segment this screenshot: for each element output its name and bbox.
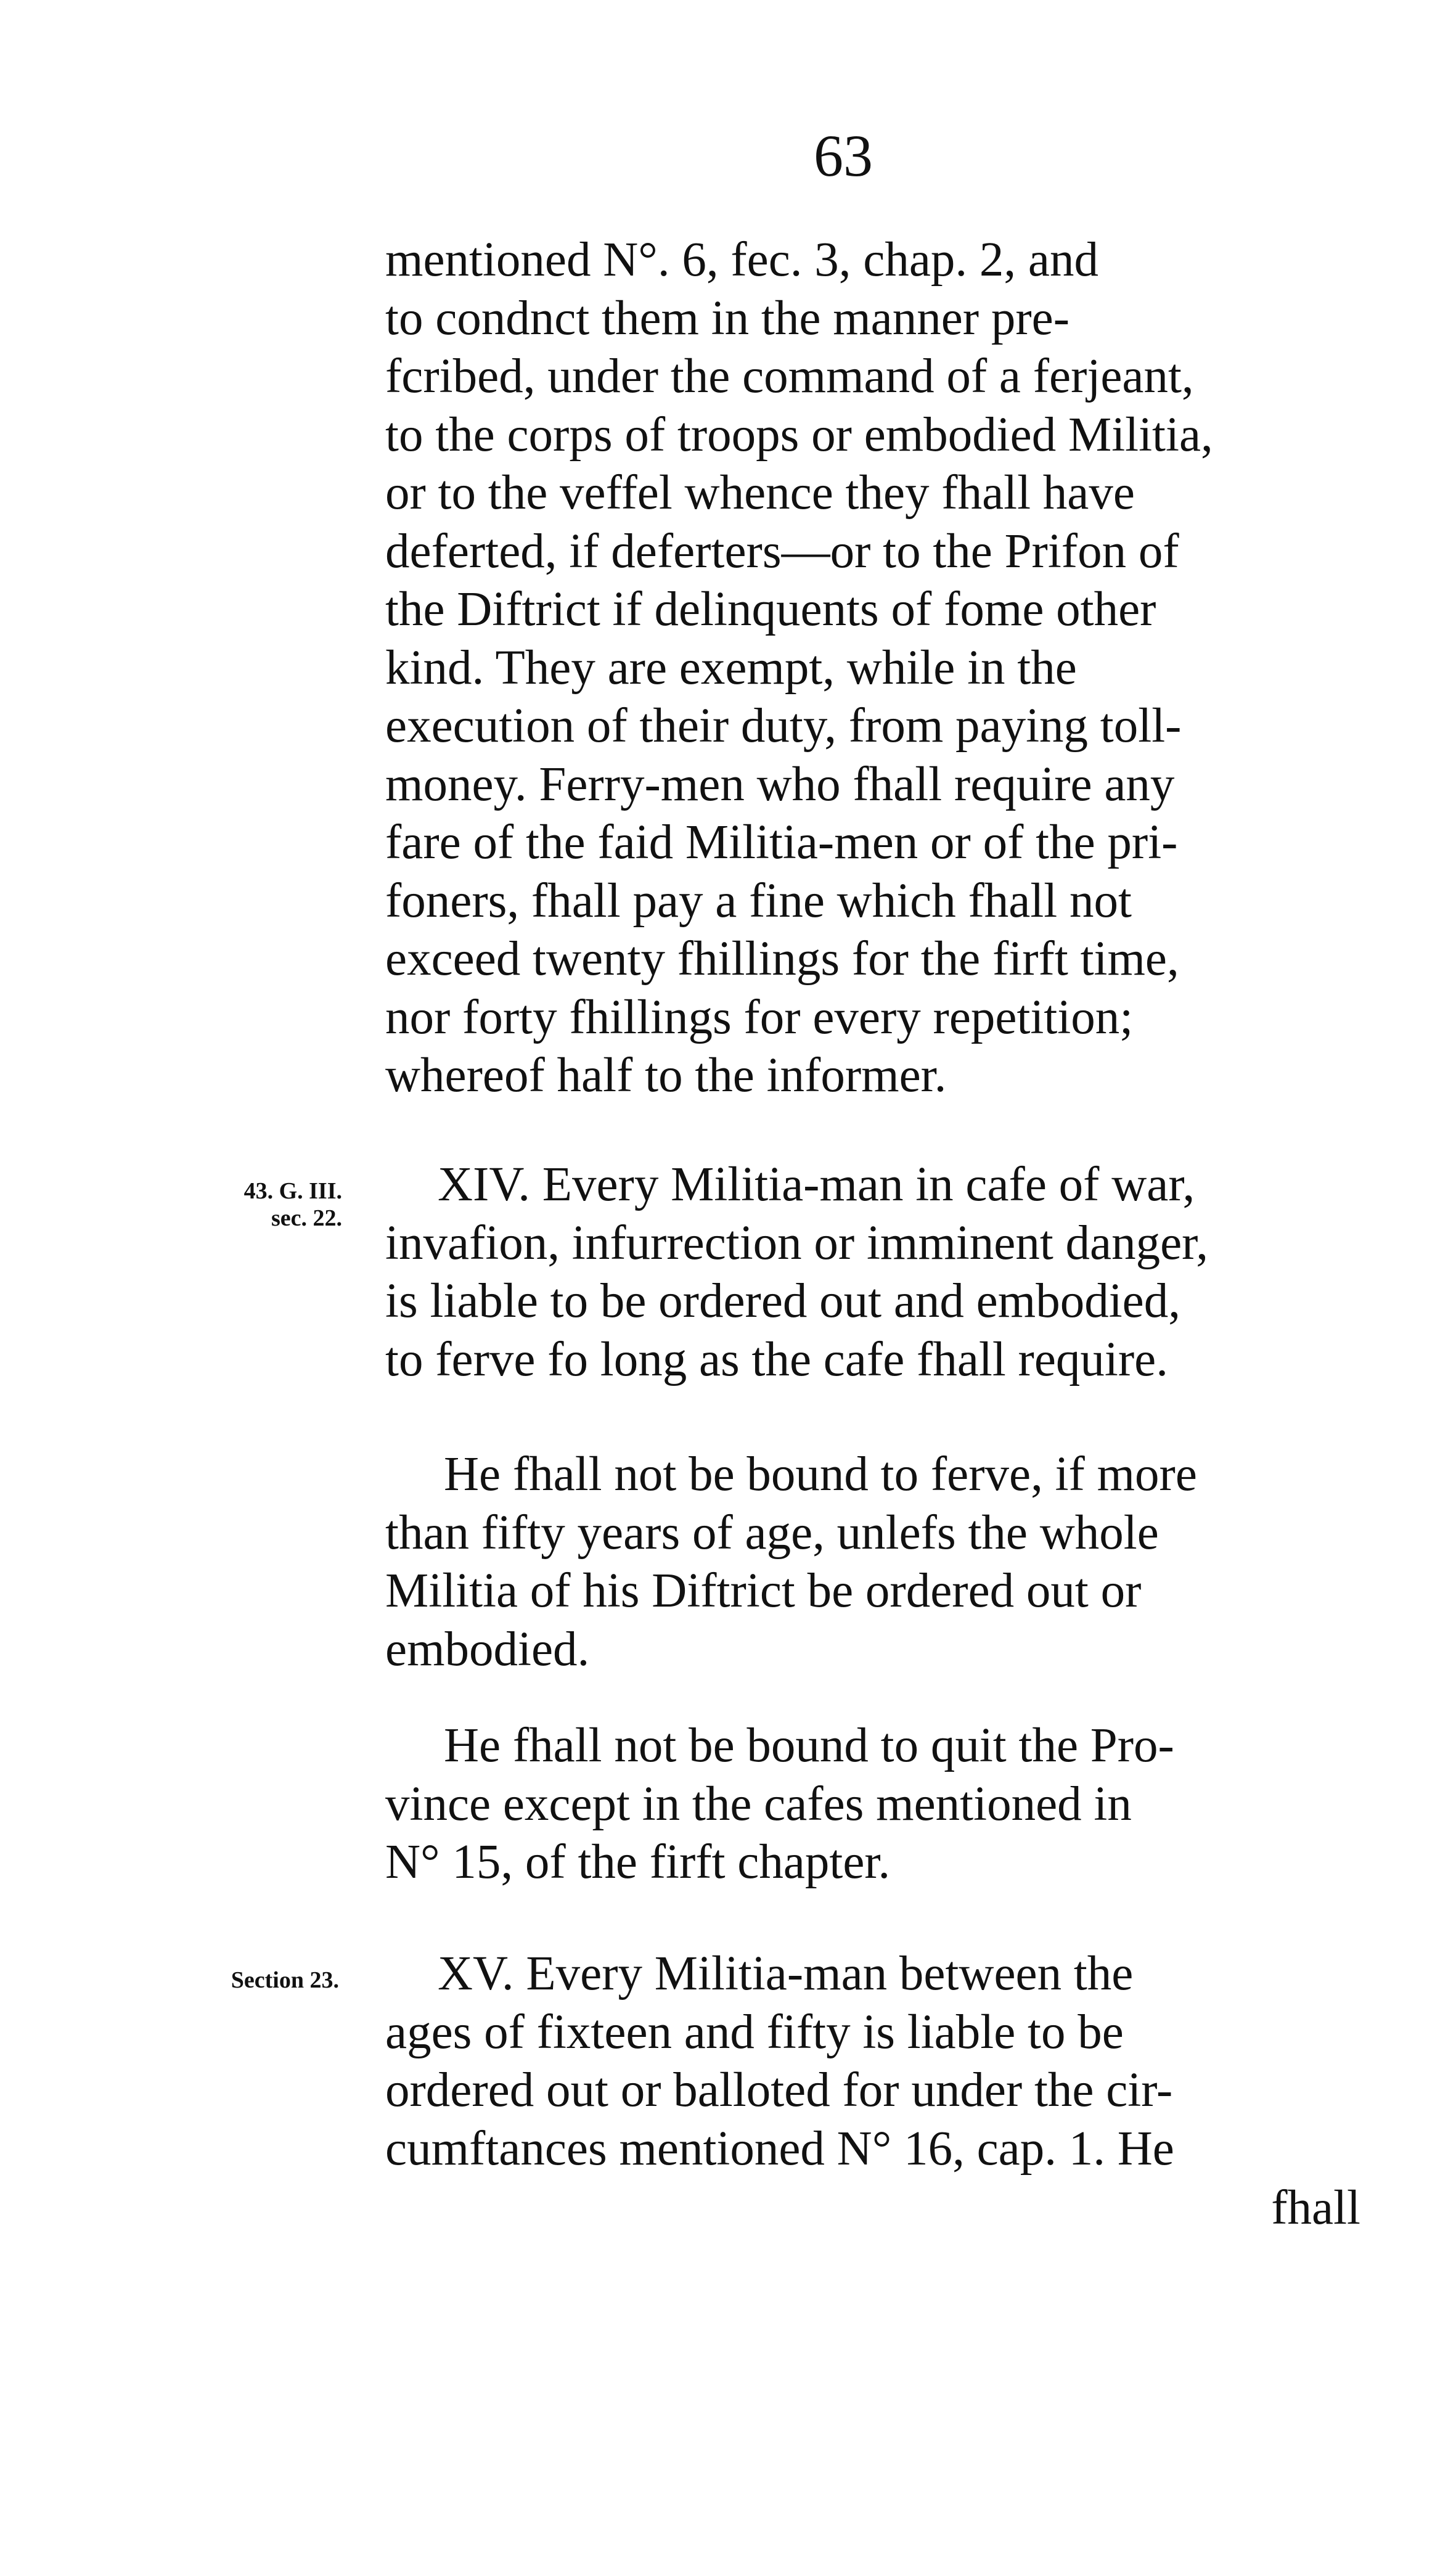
text-line: He fhall not be bound to ferve, if more	[444, 1448, 1197, 1501]
text-line: ordered out or balloted for under the cir-	[385, 2063, 1173, 2117]
margin-note-43-g-iii	[188, 1177, 342, 1232]
paragraph-province	[385, 1717, 1362, 1892]
paragraph-xiv	[385, 1156, 1362, 1389]
page-number: 63	[814, 123, 873, 189]
text-line: mentioned N°. 6, fec. 3, chap. 2, and	[385, 233, 1098, 287]
text-line: execution of their duty, from paying toll-	[385, 699, 1182, 753]
margin-note-line: sec. 22.	[271, 1205, 342, 1231]
text-line: or to the veffel whence they fhall have	[385, 466, 1135, 520]
text-line: to the corps of troops or embodied Militia,	[385, 408, 1213, 462]
margin-note-line: 43. G. III.	[243, 1178, 342, 1204]
paragraph-continuation	[385, 231, 1362, 1105]
paragraph-xv	[385, 1945, 1362, 2178]
text-line: N° 15, of the firft chapter.	[385, 1835, 891, 1889]
text-line: cumftances mentioned N° 16, cap. 1. He	[385, 2121, 1174, 2176]
text-line: the Diftrict if delinquents of fome other	[385, 583, 1156, 636]
text-line: He fhall not be bound to quit the Pro-	[444, 1719, 1174, 1772]
margin-note-section-23	[185, 1967, 339, 1994]
text-line: Militia of his Diftrict be ordered out or	[385, 1564, 1142, 1618]
text-line: to ferve fo long as the cafe fhall require.	[385, 1332, 1168, 1386]
text-line: embodied.	[385, 1622, 590, 1676]
text-line: ages of fixteen and fifty is liable to be	[385, 2005, 1124, 2059]
text-line: vince except in the cafes mentioned in	[385, 1777, 1132, 1831]
text-line: is liable to be ordered out and embodied,	[385, 1274, 1180, 1328]
paragraph-fifty-years	[385, 1446, 1362, 1679]
text-line: foners, fhall pay a fine which fhall not	[385, 874, 1132, 928]
text-line: deferted, if deferters—or to the Prifon of	[385, 524, 1179, 578]
catchword: fhall	[1271, 2181, 1360, 2235]
text-line: whereof half to the informer.	[385, 1049, 947, 1102]
text-line: fcribed, under the command of a ferjeant,	[385, 350, 1194, 403]
text-line: fare of the faid Militia-men or of the pri-	[385, 816, 1178, 869]
text-line: XV. Every Militia-man between the	[438, 1947, 1134, 2001]
text-line: XIV. Every Militia-man in cafe of war,	[438, 1158, 1195, 1211]
text-line: money. Ferry-men who fhall require any	[385, 757, 1175, 811]
margin-note-line: Section 23.	[231, 1967, 339, 1993]
text-line: invafion, infurrection or imminent danger,	[385, 1216, 1209, 1270]
text-line: exceed twenty fhillings for the firft time,	[385, 932, 1179, 986]
text-line: nor forty fhillings for every repetition;	[385, 990, 1134, 1044]
text-line: than fifty years of age, unlefs the whole	[385, 1505, 1159, 1560]
text-line: kind. They are exempt, while in the	[385, 641, 1077, 695]
text-line: to condnct them in the manner pre-	[385, 291, 1070, 345]
